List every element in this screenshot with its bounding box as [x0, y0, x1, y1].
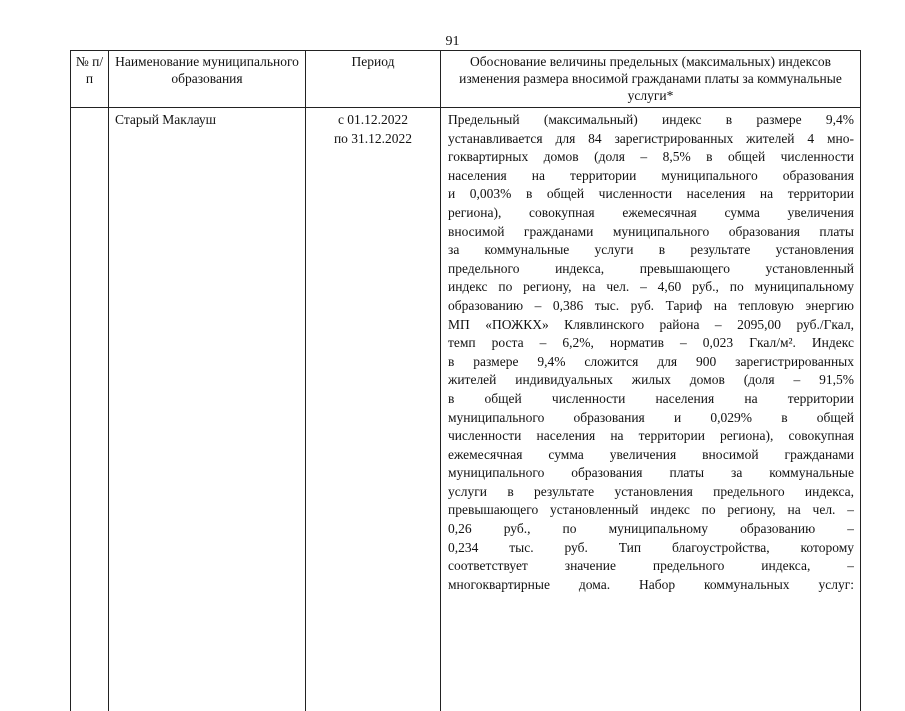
justification-line: региона), совокупная ежемесячная сумма увеличения — [448, 204, 854, 223]
justification-line: в общей численности населения на территории — [448, 390, 854, 409]
header-period: Период — [306, 51, 441, 108]
justification-line: 0,234 тыс. руб. Тип благоустройства, которому — [448, 539, 854, 558]
justification-line: ежемесячная сумма увеличения вносимой гражданами — [448, 446, 854, 465]
justification-line: многоквартирные дома. Набор коммунальных услуг: — [448, 576, 854, 595]
table-header-row — [71, 51, 861, 108]
table-row — [71, 108, 861, 711]
justification-line: и 0,003% в общей численности населения на территории — [448, 185, 854, 204]
period-to: по 31.12.2022 — [306, 130, 440, 149]
justification-line: услуги в результате установления предельного индекса, — [448, 483, 854, 502]
justification-line: вносимой гражданами муниципального образования платы — [448, 223, 854, 242]
justification-line: соответствует значение предельного индекса, – — [448, 557, 854, 576]
justification-line: муниципального образования и 0,029% в общей — [448, 409, 854, 428]
justification-line: в размере 9,4% сложится для 900 зарегистрированных — [448, 353, 854, 372]
justification-line: населения на территории муниципального образования — [448, 167, 854, 186]
justification-line: образованию – 0,386 тыс. руб. Тариф на тепловую энергию — [448, 297, 854, 316]
header-number: № п/п — [71, 51, 109, 108]
header-municipality-name: Наименование муниципального образования — [109, 51, 306, 108]
justification-text — [448, 111, 854, 594]
justification-line: муниципального образования платы за коммунальные — [448, 464, 854, 483]
justification-line: численности населения на территории региона), совокупная — [448, 427, 854, 446]
tariff-index-table — [70, 50, 861, 711]
justification-line: 0,26 руб., по муниципальному образованию – — [448, 520, 854, 539]
header-justification: Обоснование величины предельных (максимальных) индексов изменения размера вносимой гражданами платы за коммунальные услуги* — [441, 51, 861, 108]
justification-line: МП «ПОЖКХ» Клявлинского района – 2095,00 руб./Гкал, — [448, 316, 854, 335]
justification-line: жителей индивидуальных жилых домов (доля – 91,5% — [448, 371, 854, 390]
justification-line: Предельный (максимальный) индекс в размере 9,4% — [448, 111, 854, 130]
justification-line: превышающего установленный индекс по региону, на чел. – — [448, 501, 854, 520]
justification-line: устанавливается для 84 зарегистрированных жителей 4 мно- — [448, 130, 854, 149]
cell-justification — [441, 108, 861, 711]
cell-period — [306, 108, 441, 711]
cell-municipality-name: Старый Маклауш — [109, 108, 306, 711]
page-number: 91 — [0, 35, 905, 49]
period-from: с 01.12.2022 — [306, 111, 440, 130]
justification-line: гоквартирных домов (доля – 8,5% в общей численности — [448, 148, 854, 167]
cell-number — [71, 108, 109, 711]
justification-line: предельного индекса, превышающего установленный — [448, 260, 854, 279]
justification-line: за коммунальные услуги в результате установления — [448, 241, 854, 260]
justification-line: темп роста – 6,2%, норматив – 0,023 Гкал/м². Индекс — [448, 334, 854, 353]
justification-line: индекс по региону, на чел. – 4,60 руб., по муниципальному — [448, 278, 854, 297]
